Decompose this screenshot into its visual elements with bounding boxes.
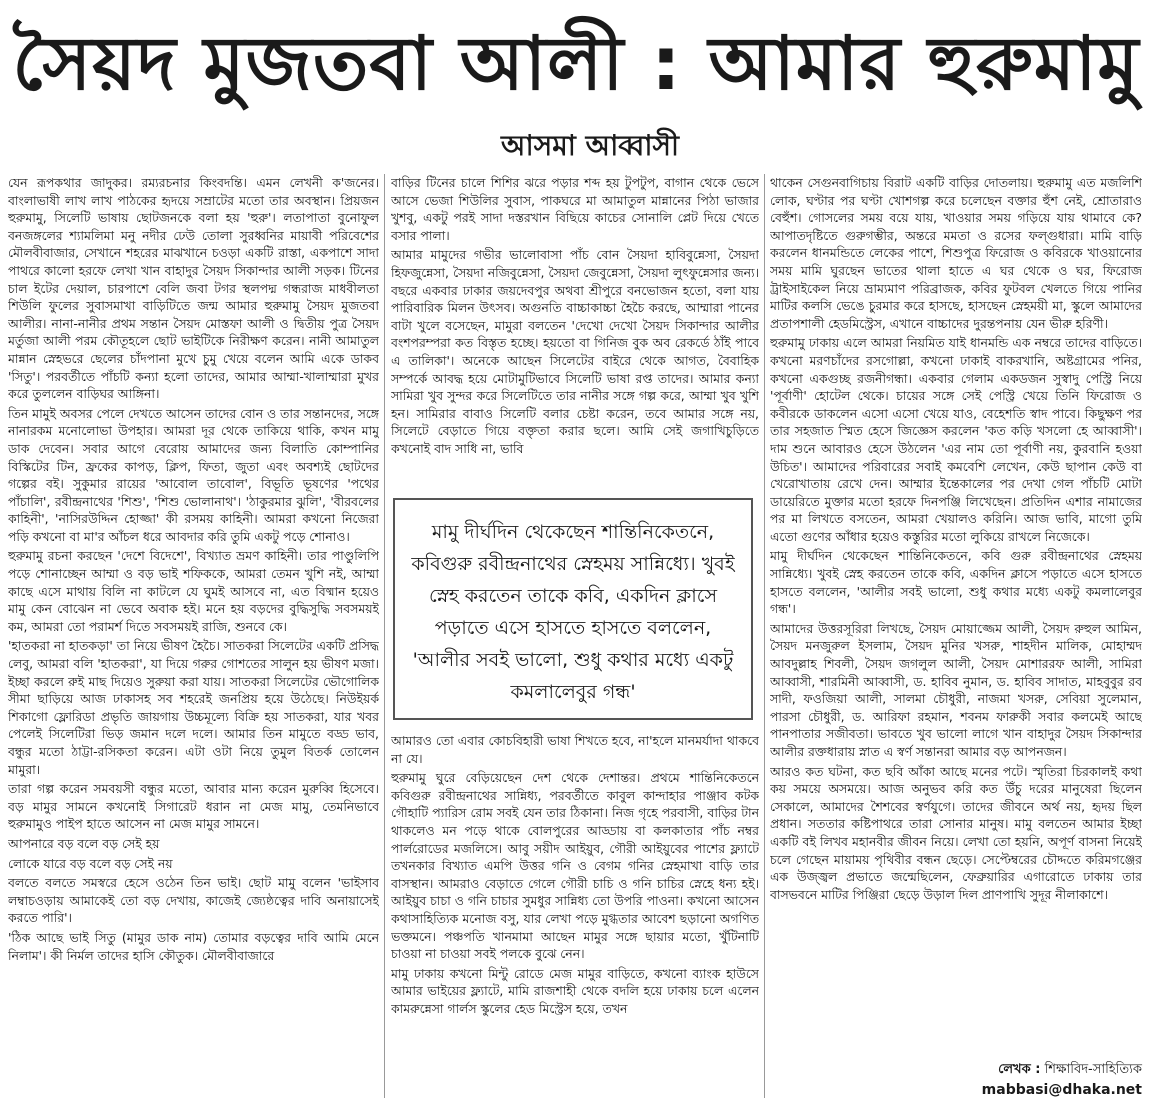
- verse-line: লোকে যারে বড় বলে বড় সেই নয়: [8, 855, 173, 871]
- paragraph: হুরুমামু রচনা করছেন 'দেশে বিদেশে', বিখ্যাত ভ্রমণ কাহিনী। তার পাণ্ডুলিপি পড়ে শোনাচ্ছেন আম্মা ও বড় ভাই শফিককে, আমরা তেমন খুশি নই, আম্মা কাছে এসে মাথায় বিলি না কাটলে যে ঘুমই আসবে না, এত বিষ্মান হয়েও মামু কেন বোঝেন না ভেবে অবাক হই। মনে হয় বড়দের বুদ্ধিসুদ্ধি সবসময়ই কম, আমরা তো পরামর্শ দিতে সবসময়ই রাজি, শুনবে কে।: [8, 548, 379, 634]
- paragraph: আমাদের উত্তরসূরিরা লিখছে, সৈয়দ মোয়াজ্জেম আলী, সৈয়দ রুহুল আমিন, সৈয়দ মনজুরুল ইসলাম, সৈয়দ মুনির খসরু, শাহদীন মালিক, মোহাম্মদ আবদুল্লাহ শিবলী, সৈয়দ জগলুল আলী, সৈয়দ মোশাররফ আলী, সামিরা আব্বাসী, শারমিনী আব্বাসী, ড. হাবিব নুমান, ড. হাবিব সাদাত, মাহবুবুর রব সাদী, ফওজিয়া আলী, সালমা চৌধুরী, নাজমা খসরু, সেবিয়া সুলেমান, পারসা চৌধুরী, ড. আরিফা রহমান, শবনম ফারুকী সবার কলমেই আছে পানপাতার সজীবতা। ভাবতে খুব ভালো লাগে খান বাহাদুর সৈয়দ সিকান্দার আলীর রক্তধারায় স্নাত এ স্বর্ণ সন্তানরা আমার বড় আপনজন।: [770, 620, 1142, 759]
- byline: আসমা আব্বাসী: [501, 129, 679, 162]
- author-label: লেখক :: [998, 1062, 1041, 1077]
- article-column-2-bottom: [391, 732, 759, 1098]
- paragraph: আমারও তো এবার কোচবিহারী ভাষা শিখতে হবে, না'হলে মানমর্যাদা থাকবে না যে।: [391, 733, 759, 766]
- author-role: শিক্ষাবিদ-সাহিত্যিক: [1044, 1062, 1142, 1077]
- paragraph: তিন মামুই অবসর পেলে দেখতে আসেন তাদের বোন ও তার সন্তানদের, সঙ্গে নানারকম মনোলোভা উপহার। আমরা দূর থেকে তাকিয়ে থাকি, কখন মামু ডাক দেবেন। সবার আগে বেরোয় আমাদের জন্য বিলাতি কোম্পানির বিস্কিটের টিন, ফ্রকের কাপড়, ক্লিপ, ফিতা, জুতা এবং অবশ্যই ছোটদের গল্পের বই। সুকুমার রায়ের 'আবোল তাবোল', বিভূতি ভূষণের 'পথের পাঁচালি', রবীন্দ্রনাথের 'শিশু', 'শিশু ভোলানাথ'। 'ঠাকুরমার ঝুলি', 'বীরবলের কাহিনী', 'নাসিরউদ্দিন হোজ্জা' কী রসময় কাহিনী। আমরা কখনো নিজেরা পড়ি কখনো বা মা'র আঁচল ধরে আবদার করি তুমি একটু পড়ে শোনাও।: [8, 405, 379, 544]
- paragraph: আমার মামুদের গভীর ভালোবাসা পাঁচ বোন সৈয়দা হাবিবুন্নেসা, সৈয়দা হিফজুন্নেসা, সৈয়দা নজিবুন্নেসা, সৈয়দা জেবুন্নেসা, সৈয়দা লুৎফুন্নেসার জন্য। বছরে একবার ঢাকার জয়দেবপুর অথবা শ্রীপুরে বনভোজন হতো, বলা যায় পারিবারিক মিলন উৎসব। অগুনতি বাচ্চাকাচ্চা হৈচৈ করছে, আম্মারা পানের বাটা খুলে বসেছেন, মামুরা বলতেন 'দেখো দেখো সৈয়দ সিকান্দার আলীর বংশপরম্পরা কত বিস্তৃত হচ্ছে। হয়তো বা গিনিজ বুক অব রেকর্ডে ঠাঁই পাবে এ তালিকা'। অনেকে আছেন সিলেটের বাইরে থেকে আগত, বৈবাহিক সম্পর্কে আবদ্ধ হয়ে মোটামুটিভাবে সিলেটি ভাষা রপ্ত তাদের। আমার কন্যা সামিরা খুব সুন্দর করে সিলেটিতে তার নানীর সঙ্গে গল্প করে, আম্মা খুব খুশি হন। সামিরার বাবাও সিলেটি বলার চেষ্টা করেন, তবে আমার সঙ্গে নয়, সিলেটে বেড়াতে গিয়ে বক্তৃতা করার ছলে। আমি সেই জগাখিচুড়িতে কখনোই বাদ সাধি না, ভাবি: [391, 247, 759, 456]
- verse-line: আপনারে বড় বলে বড় সেই হয়: [8, 835, 160, 851]
- author-email: mabbasi@dhaka.net: [981, 1082, 1142, 1098]
- paragraph: হুরুমামু ঘুরে বেড়িয়েছেন দেশ থেকে দেশান্তর। প্রথমে শান্তিনিকেতনে কবিগুরু রবীন্দ্রনাথের সান্নিধ্য, পরবর্তীতে কাবুল কান্দাহার পাঞ্জাব কটক গৌহাটি প্যারিস রোম সবই যেন তার ঠিকানা। নিজ গৃহে পরবাসী, বাড়ির টান থাকলেও মন পড়ে থাকে বোলপুরের আড্ডায় বা কলকাতার পাঁচ নম্বর পার্লরোডের মজলিসে। আবু সয়ীদ আইয়ুব, গৌরী আইয়ুবের পাশের ফ্ল্যাটে তখনকার বিখ্যাত এমপি উত্তর গনি ও বেগম গনির স্নেহমাখা বাড়ি তার বাসস্থান। আমরাও বেড়াতে গেলে গৌরী চাচি ও গনি চাচির স্নেহে ধন্য হই। আইয়ুব চাচা ও গনি চাচার সুমধুর সান্নিধ্য তো উপরি পাওনা। কখনো আসেন কথাসাহিত্যিক মনোজ বসু, যার লেখা পড়ে মুগ্ধতার আবেশ ছড়ানো অগণিত ভক্তমনে। পঞ্চপতি খানমামা আছেন মামুর সঙ্গে ছায়ার মতো, খুঁটিনাটি চাওয়া না চাওয়া সবই পলকে বুঝে নেন।: [391, 770, 759, 962]
- paragraph: বলতে বলতে সমস্বরে হেসে ওঠেন তিন ভাই। ছোট মামু বলেন 'ভাইসাব লম্বাচওড়ায় আমাকেই তো বড় দেখায়, কাজেই জ্যেষ্ঠত্বের দাবি অনায়াসেই করতে পারি'।: [8, 875, 379, 926]
- paragraph: হুরুমামু ঢাকায় এলে আমরা নিয়মিত যাই ধানমন্ডি এক নম্বরে তাদের বাড়িতে। কখনো মরণচাঁদের রসগোল্লা, কখনো ঢাকাই বাকরখানি, অষ্টগ্রামের পনির, কখনো একগুচ্ছ রজনীগন্ধা। একবার গেলাম একডজন সুস্বাদু পেস্ট্রি নিয়ে 'পূর্বাণী' হোটেল থেকে। চায়ের সঙ্গে সেই পেস্ট্রি খেয়ে তিনি ফিরোজ ও কবীরকে ডাকলেন এসো এসো খেয়ে যাও, বেহেশতি স্বাদ পাবে। কিছুক্ষণ পর তার সহজাত স্মিত হেসে জিজ্ঞেস করলেন 'কত কড়ি খসলো হে আব্বাসী'। দাম শুনে আবারও হেসে উঠলেন 'এর নাম তো পূর্বাণী নয়, কুরবানি হওয়া উচিত'। আমাদের পরিবারের সবাই কমবেশি লেখেন, কেউ ছাপান কেউ বা খেরোখাতায় রেখে দেন। আম্মার ইন্তেকালের পর দেখা গেল পাঁচটি মোটা ডায়েরিতে মুক্তার মতো হরফে দিনপঞ্জি লিখেছেন। প্রতিদিন এশার নামাজের পর মা লিখতে বসতেন, আমরা খেয়ালও করিনি। আজ ভাবি, মাগো তুমি এতো গুণের আঁধার হয়েও কস্তুরির মতো লুকিয়ে রাখলে নিজেকে।: [770, 335, 1142, 544]
- paragraph: যেন রূপকথার জাদুকর। রম্যরচনার কিংবদন্তি। এমন লেখনী ক'জনের। বাংলাভাষী লাখ লাখ পাঠকের হৃদয়ে সম্রাটের মতো তার অবস্থান। প্রিয়জন হুরুমামু, সিলেটি ভাষায় ছোটজনকে বলা হয় 'হুরু'। লতাপাতা বুনোফুল বনজঙ্গলের শ্যামলিমা মনু নদীর ঢেউ তোলা সুরধ্বনির মায়াবী পরিবেশের মৌলবীবাজার, সেখানে শহরের মাঝখানে চওড়া একটি রাস্তা, একপাশে সাদা পাথরে কালো হরফে লেখা খান বাহাদুর সৈয়দ সিকান্দার আলী সড়ক। টিনের চাল ইটের দেয়াল, চারপাশে বেলি জবা টগর স্থলপদ্ম গন্ধরাজ মাধবীলতা শিউলি ফুলের সুবাসমাখা বাড়িটিতে জন্ম আমার হুরুমামু সৈয়দ মুজতবা আলীর। নানা-নানীর প্রথম সন্তান সৈয়দ মোস্তফা আলী ও দ্বিতীয় পুত্র সৈয়দ মর্তুজা আলী পরম কৌতূহলে ছোট ভাইটিকে নিরীক্ষণ করেন। নানী আমাতুল মান্নান স্নেহভরে ছেলের চাঁদপানা মুখে চুমু খেয়ে বলেন আমি একে ডাকব 'সিতু'। পরবর্তীতে পাঁচটি কন্যা হলো তাদের, আমার আম্মা-খালাম্মারা মুখর করে তুললেন বাড়িঘর আঙ্গিনা।: [8, 175, 379, 402]
- paragraph: 'ঠিক আছে ভাই সিতু (মামুর ডাক নাম) তোমার বড়ত্বের দাবি আমি মেনে নিলাম'। কী নির্মল তাদের হাসি কৌতুক। মৌলবীবাজারে: [8, 929, 379, 963]
- paragraph: তারা গল্প করেন সমবয়সী বন্ধুর মতো, আবার মান্য করেন মুরুব্বি হিসেবে। বড় মামুর সামনে কখনোই সিগারেট ধরান না মেজ মামু, তেমনিভাবে হুরুমামুও পাইপ হাতে আসেন না মেজ মামুর সামনে।: [8, 781, 379, 832]
- paragraph: মামু ঢাকায় কখনো মিন্টু রোডে মেজ মামুর বাড়িতে, কখনো ব্যাংক হাউসে আমার ভাইয়ের ফ্ল্যাটে, মামি রাজশাহী থেকে বদলি হয়ে ঢাকায় চলে এলেন কামরুন্নেসা গার্লস স্কুলের হেড মিস্ট্রেস হয়ে, তখন: [391, 965, 759, 1016]
- article-column-2-top: [391, 174, 759, 486]
- paragraph: থাকেন সেগুনবাগিচায় বিরাট একটি বাড়ির দোতলায়। হুরুমামু এত মজলিশি লোক, ঘণ্টার পর ঘণ্টা খোশগল্প করে চলেছেন বক্তার হুঁশ নেই, শ্রোতারাও বেহুঁশ। গোসলের সময় বয়ে যায়, খাওয়ার সময় গড়িয়ে যায় থামাবে কে? আপাতদৃষ্টিতে গুরুগম্ভীর, অন্তরে মমতা ও রসের ফল্গুধারা। মামি বাড়ি করলেন ধানমন্ডিতে লেকের পাশে, শিশুপুত্র ফিরোজ ও কবিরকে খাওয়ানোর সময় মামি ঘুরছেন ভাতের থালা হাতে এ ঘর থেকে ও ঘর, ফিরোজ ট্রাইসাইকেল নিয়ে ভ্রাম্যমাণ পরিব্রাজক, কবির ফুটবল খেলতে গিয়ে পানির মাটির কলসি ভেঙে চুরমার করে হাসছে, হাসছেন স্নেহময়ী মা, স্কুলে আমাদের প্রতাপশালী হেডমিস্ট্রেস, এখানে বাচ্চাদের দুরন্তপনায় যেন ভীরু হরিণী।: [770, 175, 1142, 331]
- article-column-1: [8, 174, 379, 1098]
- paragraph: 'হাতকরা না হাতকড়া' তা নিয়ে ভীষণ হৈচৈ। সাতকরা সিলেটের একটি প্রসিদ্ধ লেবু, আমরা বলি 'হাতকরা', যা দিয়ে গরুর গোশতের সালুন হয় ভীষণ মজা। ইচ্ছা করলে রুই মাছ দিয়েও সুরুয়া করা যায়। সাতকরা সিলেটের ভৌগোলিক সীমা ছাড়িয়ে আজ ঢাকাসহ সব শহরেই জনপ্রিয় হয়ে উঠেছে। নিউইয়র্ক শিকাগো ফ্লোরিডা প্রভৃতি জায়গায় উচ্চমূল্যে বিক্রি হয় সাতকরা, যার খবর পেলেই সিলেটিরা ভিড় জমান দলে দলে। আমার তিন মামুতে বড্ড ভাব, বন্ধুর মতো ঠাট্টা-রসিকতা করেন। এটা ওটা নিয়ে তুমুল বিতর্ক তোলেন মামুরা।: [8, 638, 379, 777]
- pull-quote: মামু দীর্ঘদিন থেকেছেন শান্তিনিকেতনে, কবিগুরু রবীন্দ্রনাথের স্নেহময় সান্নিধ্যে। খুবই স্নেহ করতেন তাকে কবি, একদিন ক্লাসে পড়াতে এসে হাসতে হাসতে বললেন, 'আলীর সবই ভালো, শুধু কথার মধ্যে একটু কমলালেবুর গন্ধ': [393, 498, 753, 720]
- headline: সৈয়দ মুজতবা আলী : আমার হুরুমামু: [12, 21, 1140, 107]
- article-column-3: [770, 174, 1142, 1040]
- column-divider: [384, 174, 385, 1098]
- column-divider: [764, 174, 765, 1098]
- paragraph: মামু দীর্ঘদিন থেকেছেন শান্তিনিকেতনে, কবি গুরু রবীন্দ্রনাথের স্নেহময় সান্নিধ্যে। খুবই স্নেহ করতেন তাকে কবি, একদিন ক্লাসে পড়াতে এসে হাসতে হাসতে বললেন, 'আলীর সবই ভালো, শুধু কথার মধ্যে একটু কমলালেবুর গন্ধ'।: [770, 548, 1142, 617]
- paragraph: আরও কত ঘটনা, কত ছবি আঁকা আছে মনের পটে। স্মৃতিরা চিরকালই কথা কয় সময়ে অসময়ে। আজ অনুভব করি কত উঁচু দরের মানুষেরা ছিলেন সেকালে, আমাদের শৈশবের স্বর্ণযুগে। তাদের জীবনে অর্থ নয়, হৃদয় ছিল প্রধান। সততার কষ্টিপাথরে তারা সোনার মানুষ। মামু বলতেন আমার ইচ্ছা একটি বই লিখব মহানবীর জীবন নিয়ে। লেখা তো হয়নি, অপূর্ণ বাসনা নিয়েই চলে গেছেন মায়াময় পৃথিবীর বন্ধন ছেড়ে। সেপ্টেম্বরের চৌদ্দতে করিমগঞ্জের এক উজ্জ্বল প্রভাতে জন্মেছিলেন, ফেব্রুয়ারির এগারোতে ঢাকায় তার বাসভবনে মাটির পিঞ্জিরা ছেড়ে উড়াল দিল প্রাণপাখি সুদূর নীলাকাশে।: [770, 763, 1142, 902]
- author-credit: [770, 1060, 1142, 1080]
- paragraph: বাড়ির টিনের চালে শিশির ঝরে পড়ার শব্দ হয় টুপটুপ, বাগান থেকে ভেসে আসে ভেজা শিউলির সুবাস, পাকঘরে মা আমাতুল মান্নানের পিঠা ভাজার খুশবু, একটু পরই সাদা দস্তরখান বিছিয়ে কাচের সোনালি প্লেট দিয়ে খেতে বসার পালা।: [391, 175, 759, 243]
